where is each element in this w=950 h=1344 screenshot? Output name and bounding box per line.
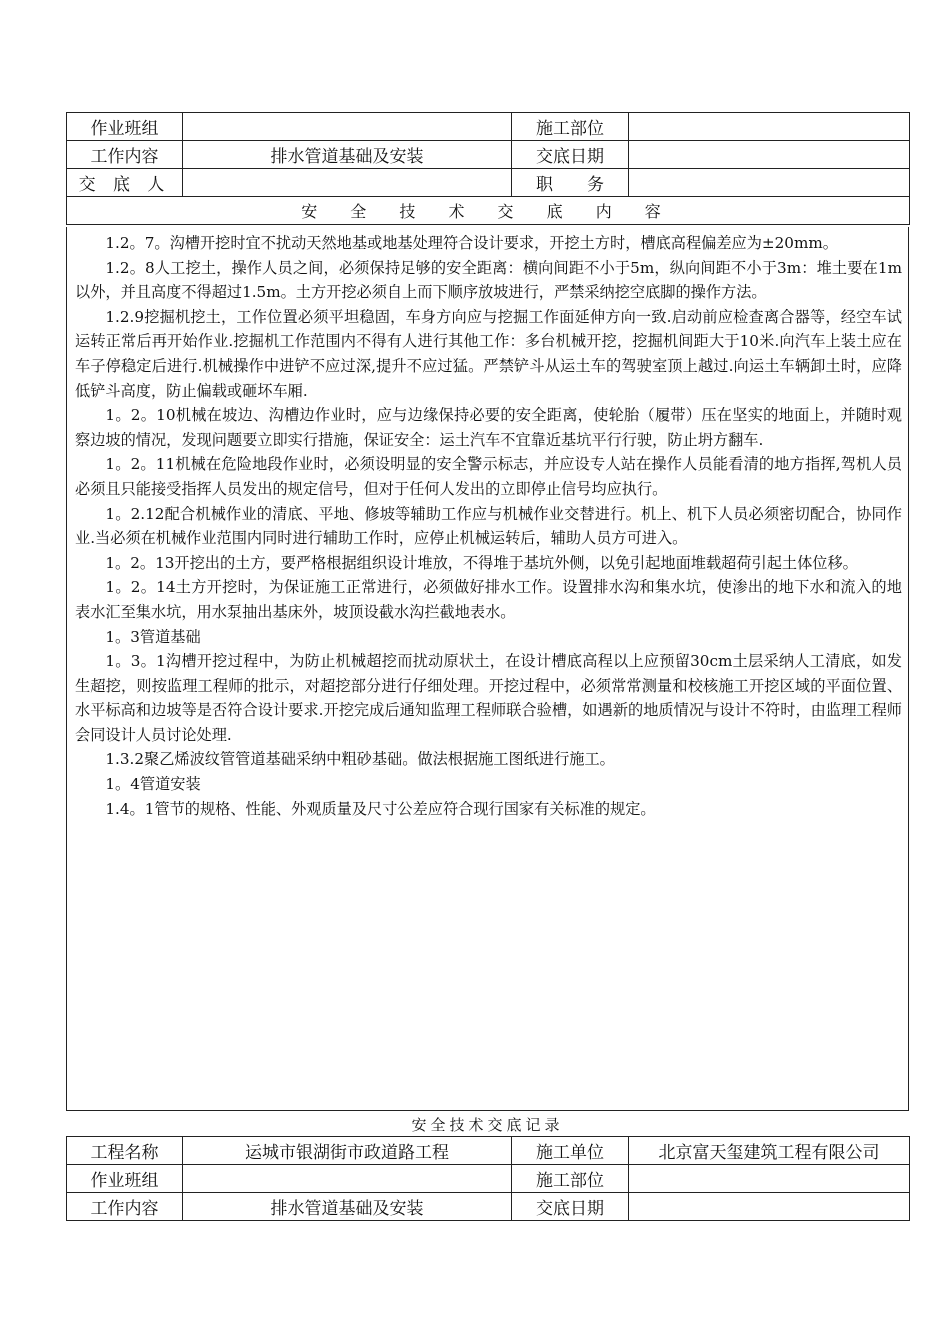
- label-cell: 施工单位: [512, 1137, 629, 1165]
- paragraph: 1.2.9挖掘机挖土，工作位置必须平坦稳固，车身方向应与挖掘工作面延伸方向一致.启动前应检查离合器等，经空车试运转正常后再开始作业.挖掘机工作范围内不得有人进行其他工作：多台机械开挖，挖掘机间距大于10米.向汽车上装土应在车子停稳定后进行.机械操作中进铲不应过深,提升不应过猛。严禁铲斗从运土车的驾驶室顶上越过.向运土车辆卸土时，应降低铲斗高度，防止偏载或砸坏车厢.: [75, 307, 902, 400]
- label-cell: 工程名称: [67, 1137, 183, 1165]
- label-cell: 工作内容: [67, 1193, 183, 1221]
- paragraph: 1。2。10机械在坡边、沟槽边作业时，应与边缘保持必要的安全距离，使轮胎（履带）压在坚实的地面上，并随时观察边坡的情况，发现问题要立即实行措施，保证安全：运土汽车不宜靠近基坑平行行驶，防止坍方翻车.: [75, 406, 902, 449]
- paragraph: 1。2.12配合机械作业的清底、平地、修坡等辅助工作应与机械作业交替进行。机上、机下人员必须密切配合，协同作业.当必须在机械作业范围内同时进行辅助工作时，应停止机械运转后，辅助人员方可进入。: [75, 504, 902, 548]
- paragraph: 1.3.2聚乙烯波纹管管道基础采纳中粗砂基础。做法根据施工图纸进行施工。: [105, 750, 615, 769]
- table-row: [67, 169, 910, 197]
- paragraph: 1.2。8人工挖土，操作人员之间，必须保持足够的安全距离：横向间距不小于5m，纵向间距不小于3m：堆土要在1m以外，并且高度不得超过1.5m。土方开挖必须自上而下顺序放坡进行，严禁采纳挖空底脚的操作方法。: [75, 258, 902, 302]
- section-title-row: [67, 197, 910, 225]
- value-cell: [629, 1193, 910, 1221]
- value-cell: [629, 141, 910, 169]
- record-info-table: [66, 1136, 910, 1221]
- value-cell: [183, 169, 512, 197]
- table-row: [67, 141, 910, 169]
- label-cell: 作业班组: [67, 113, 183, 141]
- value-cell: 北京富天玺建筑工程有限公司: [629, 1137, 910, 1165]
- label-cell: 施工部位: [512, 1165, 629, 1193]
- table-row: [67, 1137, 910, 1165]
- paragraph: 1。2。14土方开挖时，为保证施工正常进行，必须做好排水工作。设置排水沟和集水坑，使渗出的地下水和流入的地表水汇至集水坑，用水泵抽出基床外，坡顶设截水沟拦截地表水。: [75, 578, 902, 621]
- label-cell: 交 底 人: [67, 169, 183, 197]
- label-cell: 职 务: [512, 169, 629, 197]
- paragraph: 1。4管道安装: [105, 775, 201, 794]
- paragraph: 1。2。13开挖出的土方，要严格根据组织设计堆放，不得堆于基坑外侧，以免引起地面堆载超荷引起土体位移。: [105, 553, 858, 572]
- value-cell: [183, 1165, 512, 1193]
- paragraph: 1。3管道基础: [105, 627, 201, 646]
- value-cell: [629, 113, 910, 141]
- paragraph: 1.4。1管节的规格、性能、外观质量及尺寸公差应符合现行国家有关标准的规定。: [105, 799, 656, 818]
- value-cell: 排水管道基础及安装: [183, 1193, 512, 1221]
- paragraph: 1。2。11机械在危险地段作业时，必须设明显的安全警示标志，并应设专人站在操作人员能看清的地方指挥,驾机人员必须且只能接受指挥人员发出的规定信号，但对于任何人发出的立即停止信号均应执行。: [75, 455, 902, 498]
- value-cell: [183, 113, 512, 141]
- value-cell: [629, 169, 910, 197]
- header-info-table: [66, 112, 910, 225]
- label-cell: 工作内容: [67, 141, 183, 169]
- label-cell: 交底日期: [512, 141, 629, 169]
- value-cell: 运城市银湖街市政道路工程: [183, 1137, 512, 1165]
- record-title: 安全技术交底记录: [411, 1116, 564, 1134]
- value-cell: [629, 1165, 910, 1193]
- section-title: 安 全 技 术 交 底 内 容: [67, 197, 910, 225]
- table-row: [67, 1165, 910, 1193]
- table-row: [67, 113, 910, 141]
- table-row: [67, 1193, 910, 1221]
- content-box: [66, 227, 909, 1111]
- value-cell: 排水管道基础及安装: [183, 141, 512, 169]
- label-cell: 作业班组: [67, 1165, 183, 1193]
- paragraph: 1。3。1沟槽开挖过程中，为防止机械超挖而扰动原状土，在设计槽底高程以上应预留30cm土层采纳人工清底，如发生超挖，则按监理工程师的批示，对超挖部分进行仔细处理。开挖过程中，必须常常测量和校核施工开挖区域的平面位置、水平标高和边坡等是否符合设计要求.开挖完成后通知监理工程师联合验槽，如遇新的地质情况与设计不符时，由监理工程师会同设计人员讨论处理.: [75, 652, 902, 744]
- label-cell: 施工部位: [512, 113, 629, 141]
- label-cell: 交底日期: [512, 1193, 629, 1221]
- paragraph: 1.2。7。沟槽开挖时宜不扰动天然地基或地基处理符合设计要求，开挖土方时，槽底高程偏差应为±20mm。: [105, 234, 838, 252]
